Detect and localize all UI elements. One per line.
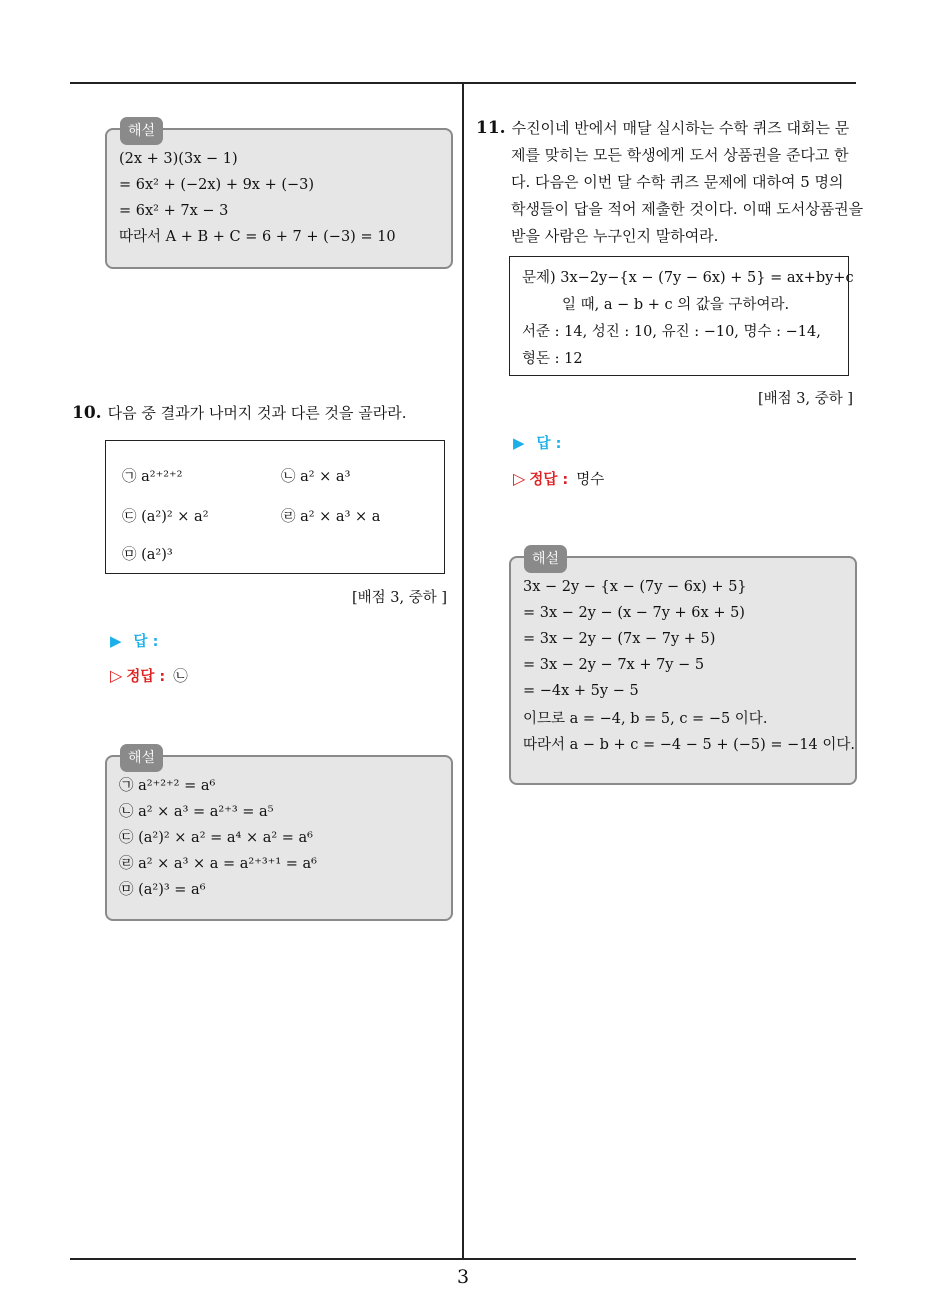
q11-correct-row <box>513 468 604 489</box>
solution-line: = 3x − 2y − 7x + 7y − 5 <box>523 657 705 673</box>
solution-line: ㉠ a²⁺²⁺² = a⁶ <box>119 778 216 794</box>
q10-correct-row <box>110 665 188 686</box>
correct-answer: 명수 <box>576 472 605 488</box>
solution-line: 이므로 a = −4, b = 5, c = −5 이다. <box>523 711 768 727</box>
solution-line: ㉤ (a²)³ = a⁶ <box>119 882 206 898</box>
column-divider <box>462 84 464 1258</box>
q10-solution-box <box>105 750 453 921</box>
solution-tag: 해설 <box>120 744 163 772</box>
question-text-line: 제를 맞히는 모든 학생에게 도서 상품권을 준다고 한 <box>511 146 849 164</box>
solution-line: ㉢ (a²)² × a² = a⁴ × a² = a⁶ <box>119 830 313 846</box>
question-text: 다음 중 결과가 나머지 것과 다른 것을 골라라. <box>107 404 407 422</box>
problem-line: 형돈 : 12 <box>522 351 583 367</box>
q10-answer-row <box>110 630 158 651</box>
answer-label: 답 : <box>133 634 159 650</box>
solution-tag: 해설 <box>120 117 163 145</box>
q11-heading <box>476 115 849 142</box>
q9-solution-box <box>105 123 453 269</box>
solution-line: = 3x − 2y − (7x − 7y + 5) <box>523 631 716 647</box>
question-text-line: 학생들이 답을 적어 제출한 것이다. 이때 도서상품권을 <box>511 200 864 218</box>
question-text-line: 다. 다음은 이번 달 수학 퀴즈 문제에 대하여 5 명의 <box>511 173 844 191</box>
q10-points: [배점 3, 중하 ] <box>352 590 448 606</box>
correct-label: 정답 : <box>126 669 166 685</box>
q11-solution-box <box>509 551 857 785</box>
bottom-rule <box>70 1258 856 1260</box>
solution-line: (2x + 3)(3x − 1) <box>119 151 238 167</box>
solution-line: = −4x + 5y − 5 <box>523 683 639 699</box>
solution-line: ㉡ a² × a³ = a²⁺³ = a⁵ <box>119 804 274 820</box>
solution-line: 3x − 2y − {x − (7y − 6x) + 5} <box>523 579 747 595</box>
problem-line: 문제) 3x−2y−{x − (7y − 6x) + 5} = ax+by+c <box>522 270 854 286</box>
choice-5: ㉤ (a²)³ <box>122 547 173 563</box>
correct-label: 정답 : <box>529 472 569 488</box>
page-number: 3 <box>456 1266 470 1288</box>
outline-triangle-icon: ▷ <box>110 666 123 685</box>
q10-choices-box <box>105 440 445 574</box>
problem-line: 서준 : 14, 성진 : 10, 유진 : −10, 명수 : −14, <box>522 324 821 340</box>
outline-triangle-icon: ▷ <box>513 469 526 488</box>
solution-line: = 6x² + (−2x) + 9x + (−3) <box>119 177 315 193</box>
solution-tag: 해설 <box>524 545 567 573</box>
q11-answer-row <box>513 432 561 453</box>
q11-points: [배점 3, 중하 ] <box>758 391 854 407</box>
choice-4: ㉣ a² × a³ × a <box>281 509 381 525</box>
solution-line: = 3x − 2y − (x − 7y + 6x + 5) <box>523 605 745 621</box>
play-triangle-icon: ▶ <box>513 434 525 452</box>
question-number: 11. <box>476 118 506 138</box>
problem-line: 일 때, a − b + c 의 값을 구하여라. <box>562 297 790 313</box>
solution-line: = 6x² + 7x − 3 <box>119 203 229 219</box>
solution-line: 따라서 A + B + C = 6 + 7 + (−3) = 10 <box>119 229 396 245</box>
question-text-line: 수진이네 반에서 매달 실시하는 수학 퀴즈 대회는 문 <box>511 119 850 137</box>
q11-text-block <box>511 142 863 250</box>
solution-line: 따라서 a − b + c = −4 − 5 + (−5) = −14 이다. <box>523 737 856 753</box>
play-triangle-icon: ▶ <box>110 632 122 650</box>
q10-heading <box>72 400 407 427</box>
q11-problem-box <box>509 256 854 376</box>
answer-label: 답 : <box>536 436 562 452</box>
correct-answer: ㉡ <box>173 669 188 685</box>
choice-2: ㉡ a² × a³ <box>281 469 351 485</box>
choice-3: ㉢ (a²)² × a² <box>122 509 209 525</box>
question-text-line: 받을 사람은 누구인지 말하여라. <box>511 227 719 245</box>
choice-1: ㉠ a²⁺²⁺² <box>122 469 183 485</box>
solution-line: ㉣ a² × a³ × a = a²⁺³⁺¹ = a⁶ <box>119 856 317 872</box>
question-number: 10. <box>72 403 102 423</box>
